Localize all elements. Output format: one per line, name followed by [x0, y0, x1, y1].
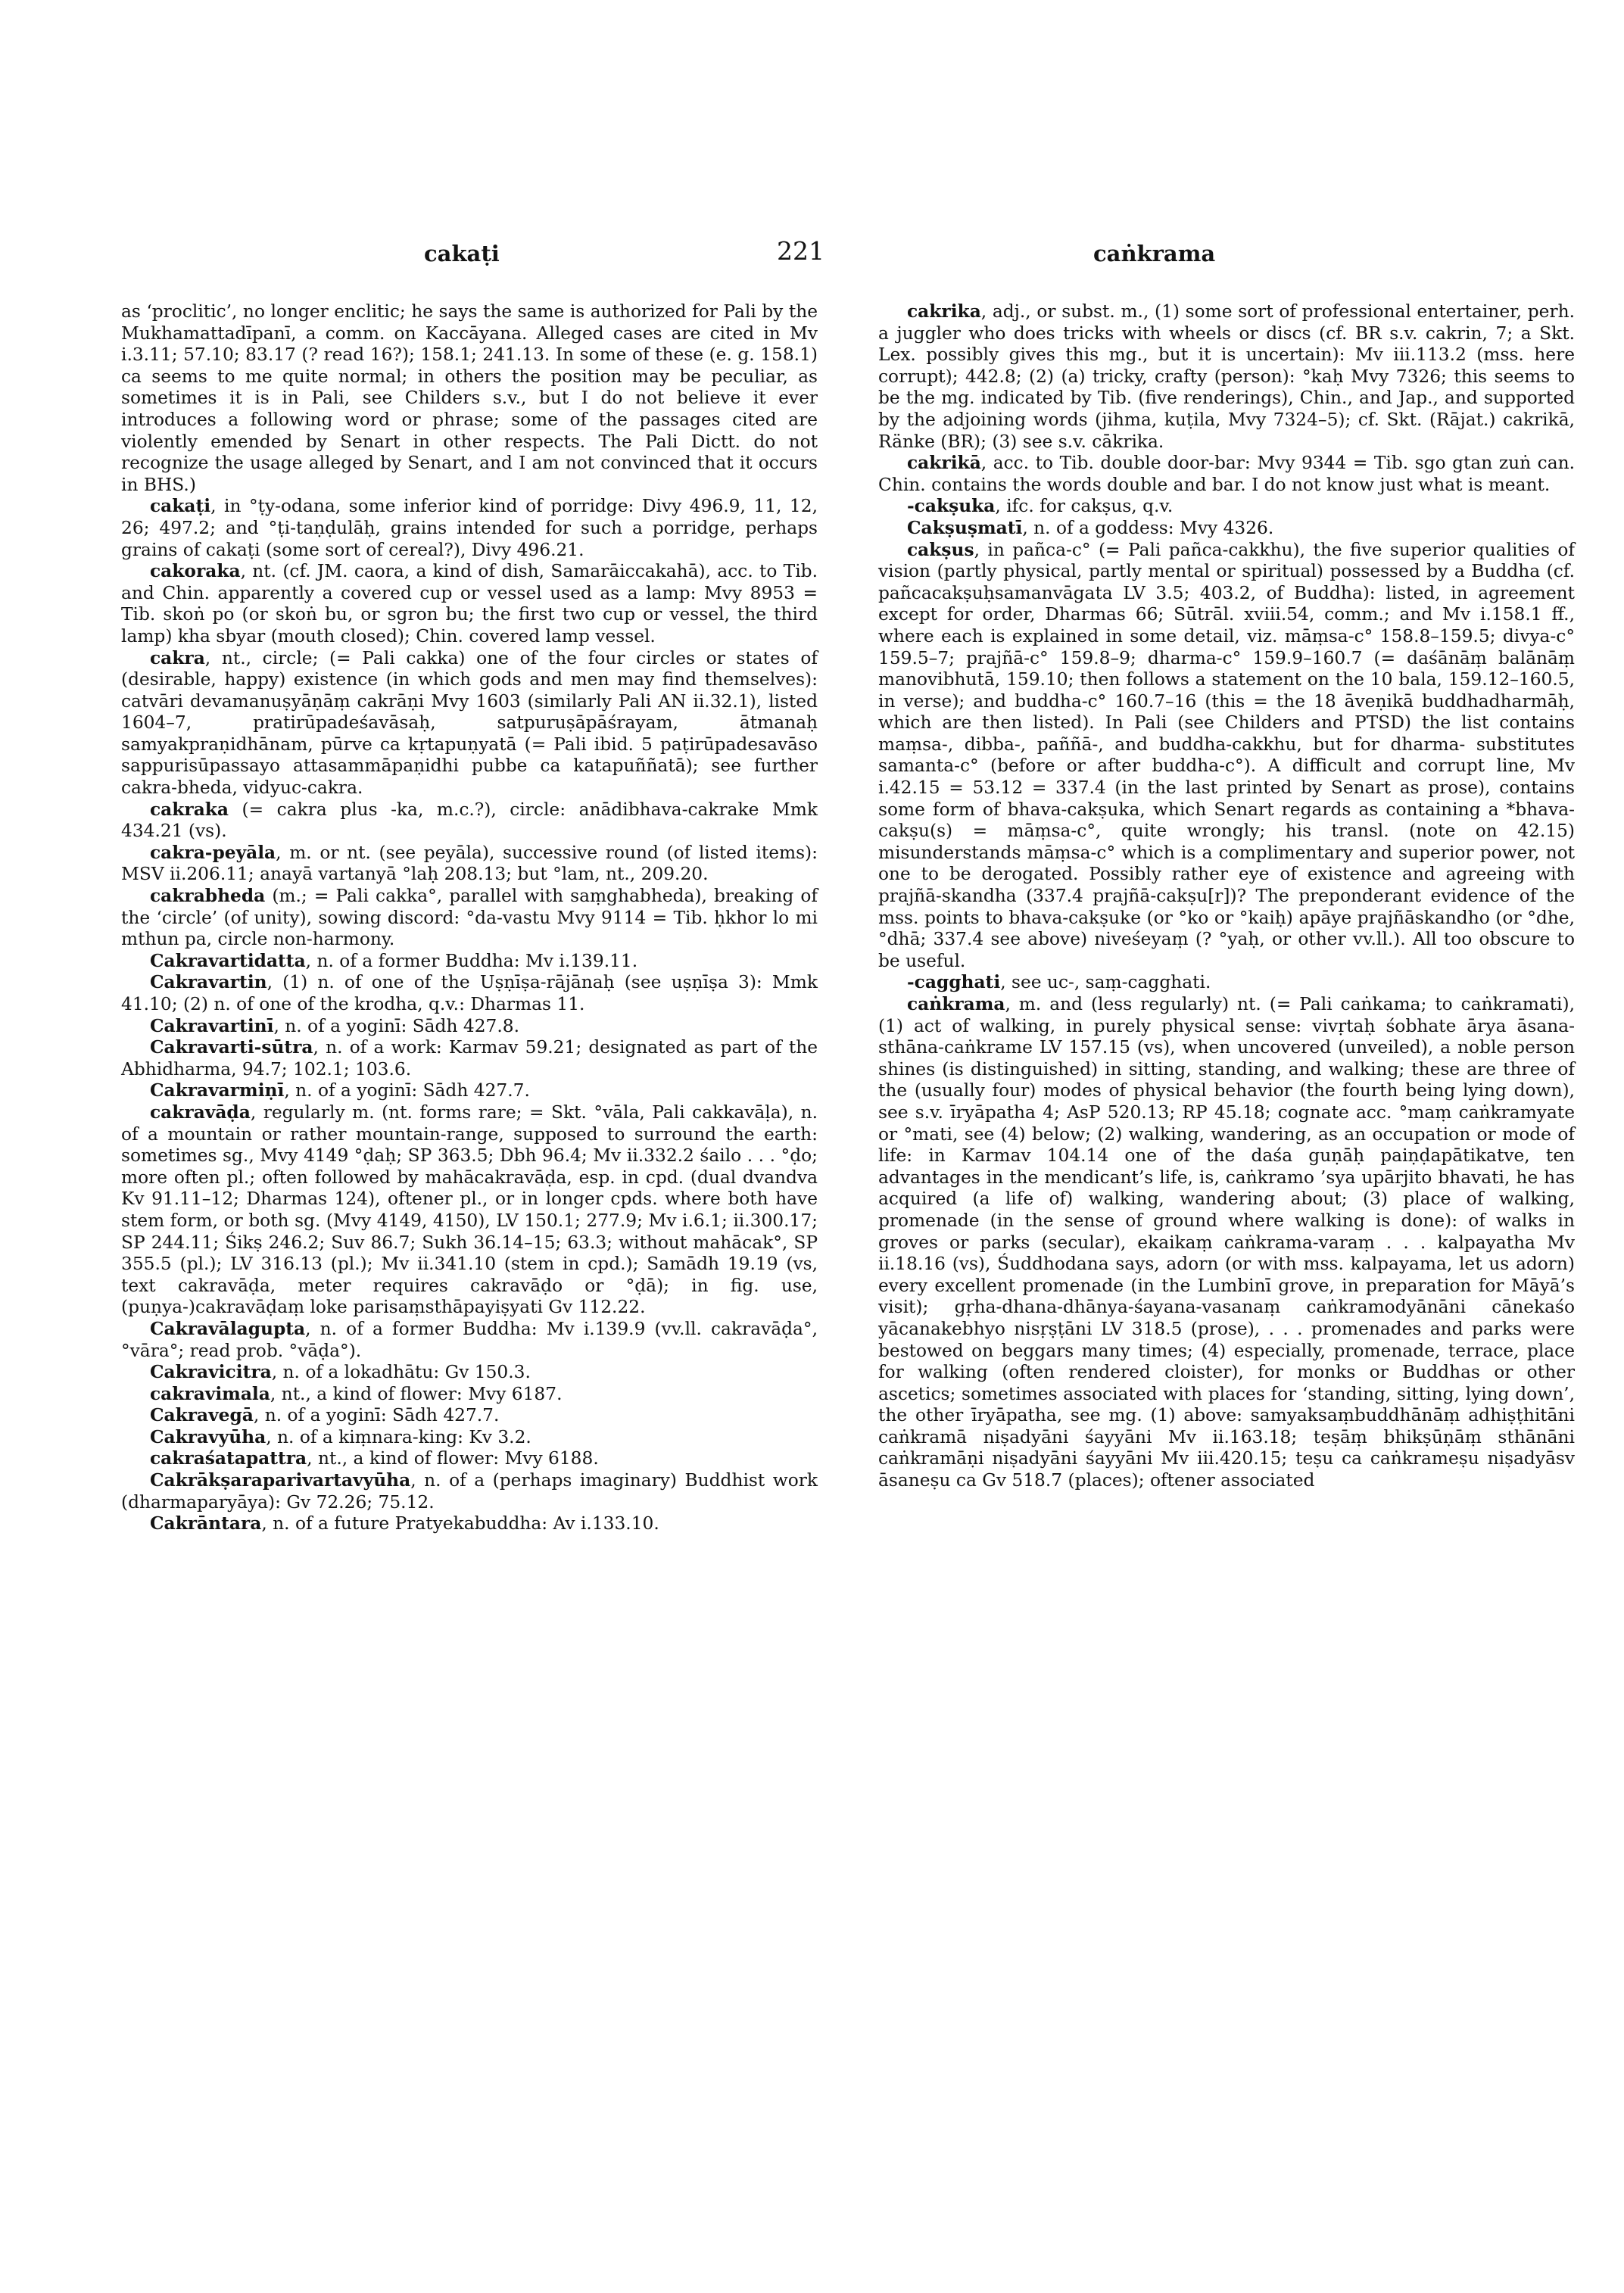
- entry-body: (m.; = Pali cakka°, parallel with saṃghabheda), breaking of the ‘circle’ (of unity), sowing discord: °da-vastu Mvy 9114 = Tib. ḥkhor lo mi mthun pa, circle non-harmony.: [121, 886, 818, 950]
- dictionary-entry: [121, 951, 818, 973]
- dictionary-entry: [121, 886, 818, 951]
- entry-body: as ‘proclitic’, no longer enclitic; he says the same is authorized for Pali by the Mukhamattadīpanī, a comm. on Kaccāyana. Alleged cases are cited in Mv i.3.11; 57.10; 83.17 (? read 16?); 158.1; 241.13. In some of these (e. g. 158.1) ca seems to me quite normal; in others the position may be peculiar, as sometimes it is in Pali, see Childers s.v., but I do not believe it ever introduces a following word or phrase; some of the passages cited are violently emended by Senart in other respects. The Pali Dictt. do not recognize the usage alleged by Senart, and I am not convinced that it occurs in BHS.): [121, 301, 818, 495]
- entry-body: , n. of a lokadhātu: Gv 150.3.: [271, 1362, 531, 1383]
- entry-body: , acc. to Tib. double door-bar: Mvy 9344 = Tib. sgo gtan zuṅ can. Chin. contains the words double and bar. I do not know just what is meant.: [878, 453, 1575, 495]
- entry-headword: Cakravyūha: [150, 1426, 267, 1447]
- dictionary-entry: [121, 1102, 818, 1319]
- entry-headword: cakraśatapattra: [150, 1448, 307, 1469]
- entry-body: (= cakra plus -ka, m.c.?), circle: anādibhava-cakrake Mmk 434.21 (vs).: [121, 799, 818, 842]
- entry-body: , n. of a future Pratyekabuddha: Av i.133.10.: [261, 1513, 659, 1534]
- entry-headword: Cakrāntara: [150, 1513, 262, 1534]
- entry-headword: cakoraka: [150, 561, 241, 582]
- right-column: [878, 301, 1575, 1492]
- dictionary-entry: [121, 648, 818, 799]
- dictionary-entry: [878, 994, 1575, 1492]
- entry-body: , n. of a work: Karmav 59.21; designated as part of the Abhidharma, 94.7; 102.1; 103.6.: [121, 1037, 818, 1080]
- dictionary-entry: [121, 496, 818, 561]
- left-column: [121, 301, 818, 1535]
- dictionary-entry: [121, 561, 818, 647]
- entry-body: , nt., a kind of flower: Mvy 6187.: [270, 1383, 563, 1404]
- dictionary-entry: [121, 1470, 818, 1513]
- dictionary-entry: [878, 540, 1575, 973]
- dictionary-entry: [121, 1362, 818, 1384]
- entry-headword: cakraka: [150, 799, 229, 820]
- page-number: 221: [777, 236, 824, 266]
- entry-headword: Cakravegā: [150, 1405, 254, 1426]
- entry-body: , n. of a former Buddha: Mv i.139.9 (vv.ll. cakravāḍa°, °vāra°; read prob. °vāḍa°).: [121, 1318, 818, 1361]
- dictionary-entry: [878, 496, 1575, 518]
- entry-headword: cakravimala: [150, 1383, 270, 1404]
- entry-body: , n. of a yoginī: Sādh 427.7.: [253, 1405, 500, 1426]
- entry-headword: cakaṭi: [150, 496, 211, 517]
- entry-body: , adj., or subst. m., (1) some sort of professional entertainer, perh. a juggler who does tricks with wheels or discs (cf. BR s.v. cakrin, 7; a Skt. Lex. possibly gives this mg., but it is uncertain): Mv iii.113.2 (mss. here corrupt); 442.8; (2) (a) tricky, crafty (person): °kaḥ Mvy 7326; this seems to be the mg. indicated by Tib. (five renderings), Chin., and Jap., and supported by the adjoining words (jihma, kuṭila, Mvy 7324–5); cf. Skt. (Rājat.) cakrikā, Ränke (BR); (3) see s.v. cākrika.: [878, 301, 1575, 452]
- entry-headword: cakra-peyāla: [150, 842, 276, 863]
- entry-headword: Cakravartin: [150, 972, 267, 993]
- entry-headword: Cakṣuṣmatī: [907, 517, 1023, 538]
- entry-body: , m. and (less regularly) nt. (= Pali caṅkama; to caṅkramati), (1) act of walking, in purely physical sense: vivṛtaḥ śobhate ārya āsana-sthāna-caṅkrame LV 157.15 (vs), when uncovered (unveiled), a noble person shines (is distinguished) in sitting, standing, and walking; these are three of the (usually four) modes of physical behavior (the fourth being lying down), see s.v. īryāpatha 4; AsP 520.13; RP 45.18; cognate acc. °maṃ caṅkramyate or °mati, see (4) below; (2) walking, wandering, as an occupation or mode of life: in Karmav 104.14 one of the daśa guṇāḥ paiṇḍapātikatve, ten advantages in the mendicant’s life, is, caṅkramo ’sya upārjito bhavati, he has acquired (a life of) walking, wandering about; (3) place of walking, promenade (in the sense of ground where walking is done): of walks in groves or parks (secular), ekaikaṃ caṅkrama-varaṃ . . . kalpayatha Mv ii.18.16 (vs), Śuddhodana says, adorn (or with mss. kalpayama, let us adorn) every excellent promenade (in the Lumbinī grove, in preparation for Māyā’s visit); gṛha-dhana-dhānya-śayana-vasanaṃ caṅkramodyānāni cānekaśo yācanakebhyo nisṛṣṭāni LV 318.5 (prose), . . . promenades and parks were bestowed on beggars many times; (4) especially, promenade, terrace, place for walking (often rendered cloister), for monks or Buddhas or other ascetics; sometimes associated with places for ‘standing, sitting, lying down’, the other īryāpatha, see mg. (1) above: samyaksaṃbuddhānāṃ adhiṣṭhitāni caṅkramā niṣadyāni śayyāni Mv ii.163.18; teṣāṃ bhikṣūṇāṃ sthānāni caṅkramāṇi niṣadyāni śayyāni Mv iii.420.15; teṣu ca caṅkrameṣu niṣadyāsv āsaneṣu ca Gv 518.7 (places); oftener associated: [878, 994, 1575, 1491]
- dictionary-entry: [121, 1427, 818, 1449]
- entry-headword: cakra: [150, 647, 205, 668]
- entry-headword: Cakravarti-sūtra: [150, 1037, 313, 1058]
- entry-body: , see uc-, saṃ-cagghati.: [1000, 972, 1211, 993]
- dictionary-entry: [878, 972, 1575, 994]
- dictionary-entry: [878, 518, 1575, 540]
- entry-headword: cakravāḍa: [150, 1101, 251, 1123]
- entry-body: , regularly m. (nt. forms rare; = Skt. °vāla, Pali cakkavāḷa), n. of a mountain or rather mountain-range, supposed to surround the earth: sometimes sg., Mvy 4149 °ḍaḥ; SP 363.5; Dbh 96.4; Mv ii.332.2 śailo . . . °ḍo; more often pl.; often followed by mahācakravāḍa, esp. in cpd. (dual dvandva Kv 91.11–12; Dharmas 124), oftener pl., or in longer cpds. where both have stem form, or both sg. (Mvy 4149, 4150), LV 150.1; 277.9; Mv i.6.1; ii.300.17; SP 244.11; Śikṣ 246.2; Suv 86.7; Sukh 36.14–15; 63.3; without mahācak°, SP 355.5 (pl.); LV 316.13 (pl.); Mv ii.341.10 (stem in cpd.); Samādh 19.19 (vs, text cakravāḍa, meter requires cakravāḍo or °ḍā); in fig. use, (puṇya-)cakravāḍaṃ loke parisaṃsthāpayiṣyati Gv 112.22.: [121, 1101, 818, 1318]
- entry-body: , nt., a kind of flower: Mvy 6188.: [307, 1448, 599, 1469]
- entry-body: , in °ṭy-odana, some inferior kind of porridge: Divy 496.9, 11, 12, 26; 497.2; and °ṭi-taṇḍulāḥ, grains intended for such a porridge, perhaps grains of cakaṭi (some sort of cereal?), Divy 496.21.: [121, 496, 818, 560]
- entry-body: , m. or nt. (see peyāla), successive round (of listed items): MSV ii.206.11; anayā vartanyā °laḥ 208.13; but °lam, nt., 209.20.: [121, 842, 818, 885]
- dictionary-entry: [878, 453, 1575, 496]
- entry-headword: cakrabheda: [150, 886, 266, 907]
- entry-headword: Cakravarmiṇī: [150, 1080, 285, 1101]
- entry-body: , n. of a yoginī: Sādh 427.8.: [273, 1015, 519, 1036]
- dictionary-entry: [121, 1448, 818, 1470]
- dictionary-entry: [878, 301, 1575, 453]
- dictionary-entry: [121, 1016, 818, 1038]
- dictionary-entry: [121, 1384, 818, 1406]
- dictionary-entry: [121, 972, 818, 1015]
- entry-headword: Cakravicitra: [150, 1362, 272, 1383]
- entry-body: , nt. (cf. JM. caora, a kind of dish, Samarāiccakahā), acc. to Tib. and Chin. apparently a covered cup or vessel used as a lamp: Mvy 8953 = Tib. skoṅ po (or skoṅ bu, or sgron bu; the first two cup or vessel, the third lamp) kha sbyar (mouth closed); Chin. covered lamp vessel.: [121, 561, 818, 646]
- entry-headword: cakrika: [907, 301, 981, 322]
- dictionary-entry: [121, 301, 818, 496]
- entry-headword: cakṣus: [907, 539, 974, 560]
- dictionary-entry: [121, 799, 818, 843]
- running-head-right: caṅkrama: [1093, 241, 1216, 266]
- dictionary-entry: [121, 1319, 818, 1362]
- entry-body: , n. of a goddess: Mvy 4326.: [1022, 517, 1274, 538]
- entry-body: , nt., circle; (= Pali cakka) one of the four circles or states of (desirable, happy) existence (in which gods and men may find themselves): catvāri devamanuṣyāṇāṃ cakrāṇi Mvy 1603 (similarly Pali AN ii.32.1), listed 1604–7, pratirūpadeśavāsaḥ, satpuruṣāpāśrayam, ātmanaḥ samyakpraṇidhānam, pūrve ca kṛtapuṇyatā (= Pali ibid. 5 paṭirūpadesavāso sappurisūpassayo attasammāpaṇidhi pubbe ca katapuññatā); see further cakra-bheda, vidyuc-cakra.: [121, 647, 818, 799]
- entry-body: , n. of a kiṃnara-king: Kv 3.2.: [266, 1426, 531, 1447]
- dictionary-entry: [121, 1080, 818, 1102]
- dictionary-entry: [121, 1405, 818, 1427]
- entry-body: , ifc. for cakṣus, q.v.: [995, 496, 1174, 517]
- entry-headword: caṅkrama: [907, 994, 1005, 1014]
- entry-headword: Cakrākṣaraparivartavyūha: [150, 1470, 411, 1491]
- entry-headword: Cakravartinī: [150, 1015, 274, 1036]
- entry-headword: -cagghati: [907, 972, 1001, 993]
- entry-headword: -cakṣuka: [907, 496, 996, 517]
- entry-body: , in pañca-c° (= Pali pañca-cakkhu), the five superior qualities of vision (partly physical, partly mental or spiritual) possessed by a Buddha (cf. pañcacakṣuḥsamanvāgata LV 3.5; 403.2, of Buddha): listed, in agreement except for order, Dharmas 66; Sūtrāl. xviii.54, comm.; and Mv i.158.1 ff., where each is explained in some detail, viz. māṃsa-c° 158.8–159.5; divya-c° 159.5–7; prajñā-c° 159.8–9; dharma-c° 159.9–160.7 (= daśānāṃ balānāṃ manovibhutā, 159.10; then follows a statement on the 10 bala, 159.12–160.5, in verse); and buddha-c° 160.7–16 (this = the 18 āveṇikā buddhadharmāḥ, which are then listed). In Pali (see Childers and PTSD) the list contains maṃsa-, dibba-, paññā-, and buddha-cakkhu, but for dharma- substitutes samanta-c° (before or after buddha-c°). A difficult and corrupt line, Mv i.42.15 = 53.12 = 337.4 (in the last printed by Senart as prose), contains some form of bhava-cakṣuka, which Senart regards as containing a *bhava-cakṣu(s) = māṃsa-c°, quite wrongly; his transl. (note on 42.15) misunderstands māṃsa-c° which is a complimentary and superior power, not one to be derogated. Possibly rather eye of existence and agreeing with prajñā-skandha (337.4 prajñā-cakṣu[r])? The preponderant evidence of the mss. points to bhava-cakṣuke (or °ko or °kaiḥ) apāye prajñāskandho (or °dhe, °dhā; 337.4 see above) niveśeyaṃ (? °yaḥ, or other vv.ll.). All too obscure to be useful.: [878, 539, 1575, 971]
- running-head-left: cakaṭi: [424, 241, 500, 266]
- dictionary-entry: [121, 843, 818, 886]
- entry-body: , n. of a yoginī: Sādh 427.7.: [284, 1080, 530, 1101]
- entry-headword: Cakravālagupta: [150, 1318, 306, 1339]
- entry-body: , n. of a former Buddha: Mv i.139.11.: [305, 950, 638, 971]
- entry-headword: cakrikā: [907, 453, 981, 474]
- dictionary-entry: [121, 1513, 818, 1535]
- dictionary-entry: [121, 1037, 818, 1080]
- entry-headword: Cakravartidatta: [150, 950, 306, 971]
- entry-body: , n. of a (perhaps imaginary) Buddhist work (dharmaparyāya): Gv 72.26; 75.12.: [121, 1470, 818, 1513]
- entry-body: , (1) n. of one of the Uṣṇīṣa-rājānaḥ (see uṣṇīṣa 3): Mmk 41.10; (2) n. of one of the krodha, q.v.: Dharmas 11.: [121, 972, 818, 1014]
